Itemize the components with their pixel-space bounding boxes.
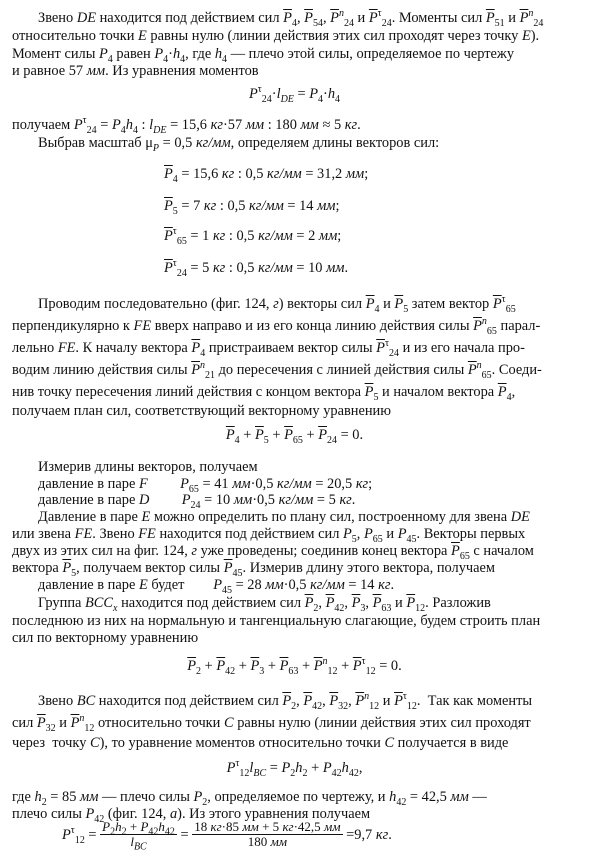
equation: $\overline{P}_4 + \overline{P}_5 + \overline{P}_{65} + \overline{P}_{24} = 0$. xyxy=(225,427,364,446)
text-line: плечо силы $P_{42}$ (фиг. 124, а). Из этого уравнения получаем xyxy=(12,806,371,825)
equation: $P^\tau_{12}l_{BC} = P_2h_2 + P_{42}h_{42}$, xyxy=(226,758,363,779)
text-line: сил по векторному уравнению xyxy=(12,630,199,646)
text-line: нив точку пересечения линий действия с концом вектора $\overline{P}_5$ и началом вектора $\overline{P}_4$, xyxy=(12,384,516,403)
equation: $P^\tau_{24}\cdot l_{DE} = P_4\cdot h_4$ xyxy=(248,84,341,105)
text-line: Звено DE находится под действием сил $\overline{P}_4$, $\overline{P}_{54}$, $\overline{P}^n_{24}$ и $\overline{P}^\tau_{24}$. Моменты сил $\overline{P}_{51}$ и $\overline{P}^n_{24}$ xyxy=(38,8,544,29)
text-line: Группа $BCC_x$ находится под действием сил $\overline{P}_2$, $\overline{P}_{42}$, $\overline{P}_3$, $\overline{P}_{63}$ и $\overline{P}_{12}$. Разложив xyxy=(38,595,491,614)
text-line: давление в паре D $P_{24} = 10$ мм·0,5 кг/мм = 5 кг. xyxy=(38,492,356,511)
text-line: Давление в паре E можно определить по плану сил, построенному для звена DE xyxy=(38,509,530,525)
text-line: где $h_2 = 85$ мм — плечо силы $P_2$, определяемое по чертежу, и $h_{42} = 42,5$ мм — xyxy=(12,789,487,808)
text-line: относительно точки E равны нулю (линии действия этих сил проходят через точку E). xyxy=(12,28,540,44)
text-line: Момент силы $P_4$ равен $P_4\cdot h_4$, где $h_4$ — плечо этой силы, определяемое по чертежу xyxy=(12,46,515,65)
equation: $\overline{P}^\tau_{24} = 5$ кг : 0,5 кг/мм = 10 мм. xyxy=(164,258,349,279)
text-line: последнюю из них на нормальную и тангенциальную слагающие, будем строить план xyxy=(12,613,541,629)
equation: $\overline{P}_4 = 15,6$ кг : 0,5 кг/мм = 31,2 мм; xyxy=(164,166,369,185)
text-line: сил $\overline{P}_{32}$ и $\overline{P}^n_{12}$ относительно точки C равны нулю (линии действия этих сил проходят xyxy=(12,713,531,734)
text-line: двух из этих сил на фиг. 124, г уже проведены; соединив конец вектора $\overline{P}_{65}$ с началом xyxy=(12,543,534,562)
text-line: получаем план сил, соответствующий векторному уравнению xyxy=(12,403,392,419)
text-line: через точку C), то уравнение моментов относительно точки C получается в виде xyxy=(12,735,509,751)
equation: $\overline{P}_2 + \overline{P}_{42} + \overline{P}_3 + \overline{P}_{63} + \overline{P}^n_{12} + \overline{P}^\tau_{12} = 0$. xyxy=(187,656,402,677)
equation: $\overline{P}^\tau_{65} = 1$ кг : 0,5 кг/мм = 2 мм; xyxy=(164,226,342,247)
text-line: давление в паре E будет $P_{45} = 28$ мм·0,5 кг/мм = 14 кг. xyxy=(38,577,395,596)
text-line: Звено BC находится под действием сил $\overline{P}_2$, $\overline{P}_{42}$, $\overline{P}_{32}$, $\overline{P}^n_{12}$ и $\overline{P}^\tau_{12}$. Так как моменты xyxy=(38,691,533,712)
text-line: и равное 57 мм. Из уравнения моментов xyxy=(12,63,259,79)
text-line: Выбрав масштаб $\mu_P = 0,5$ кг/мм, определяем длины векторов сил: xyxy=(38,135,440,154)
equation: $\overline{P}_5 = 7$ кг : 0,5 кг/мм = 14 мм; xyxy=(164,198,340,217)
text-line: или звена FE. Звено FE находится под действием сил $P_5$, $P_{65}$ и $P_{45}$. Векторы первых xyxy=(12,526,526,545)
equation: $P^\tau_{12}$ = $P_2h_2 + P_{42}h_{42}$ $l_{BC}$ = 18 кг·85 мм + 5 кг·42,5 мм 180 мм =9,7 кг. xyxy=(62,819,392,853)
text-line: лельно FE. К началу вектора $\overline{P}_4$ пристраиваем вектор силы $\overline{P}^\tau_{24}$ и из его начала про- xyxy=(12,338,525,359)
text-line: вектора $\overline{P}_5$, получаем вектор силы $\overline{P}_{45}$. Измерив длину этого вектора, получаем xyxy=(12,560,496,579)
text-line: водим линию действия силы $\overline{P}^n_{21}$ до пересечения с линией действия силы $\overline{P}^n_{65}$. Соеди- xyxy=(12,360,542,381)
text-line: перпендикулярно к FE вверх направо и из его конца линию действия силы $\overline{P}^n_{65}$ парал- xyxy=(12,316,541,337)
text-line: Проводим последовательно (фиг. 124, г) векторы сил $\overline{P}_4$ и $\overline{P}_5$ затем вектор $\overline{P}^\tau_{65}$ xyxy=(38,294,516,315)
text-line: давление в паре F $P_{65} = 41$ мм·0,5 кг/мм = 20,5 кг; xyxy=(38,476,373,495)
text-line: Измерив длины векторов, получаем xyxy=(38,459,258,475)
text-line: получаем $P^\tau_{24} = P_4h_4$ : $l_{DE} = 15,6$ кг·57 мм : 180 мм ≈ 5 кг. xyxy=(12,115,361,136)
